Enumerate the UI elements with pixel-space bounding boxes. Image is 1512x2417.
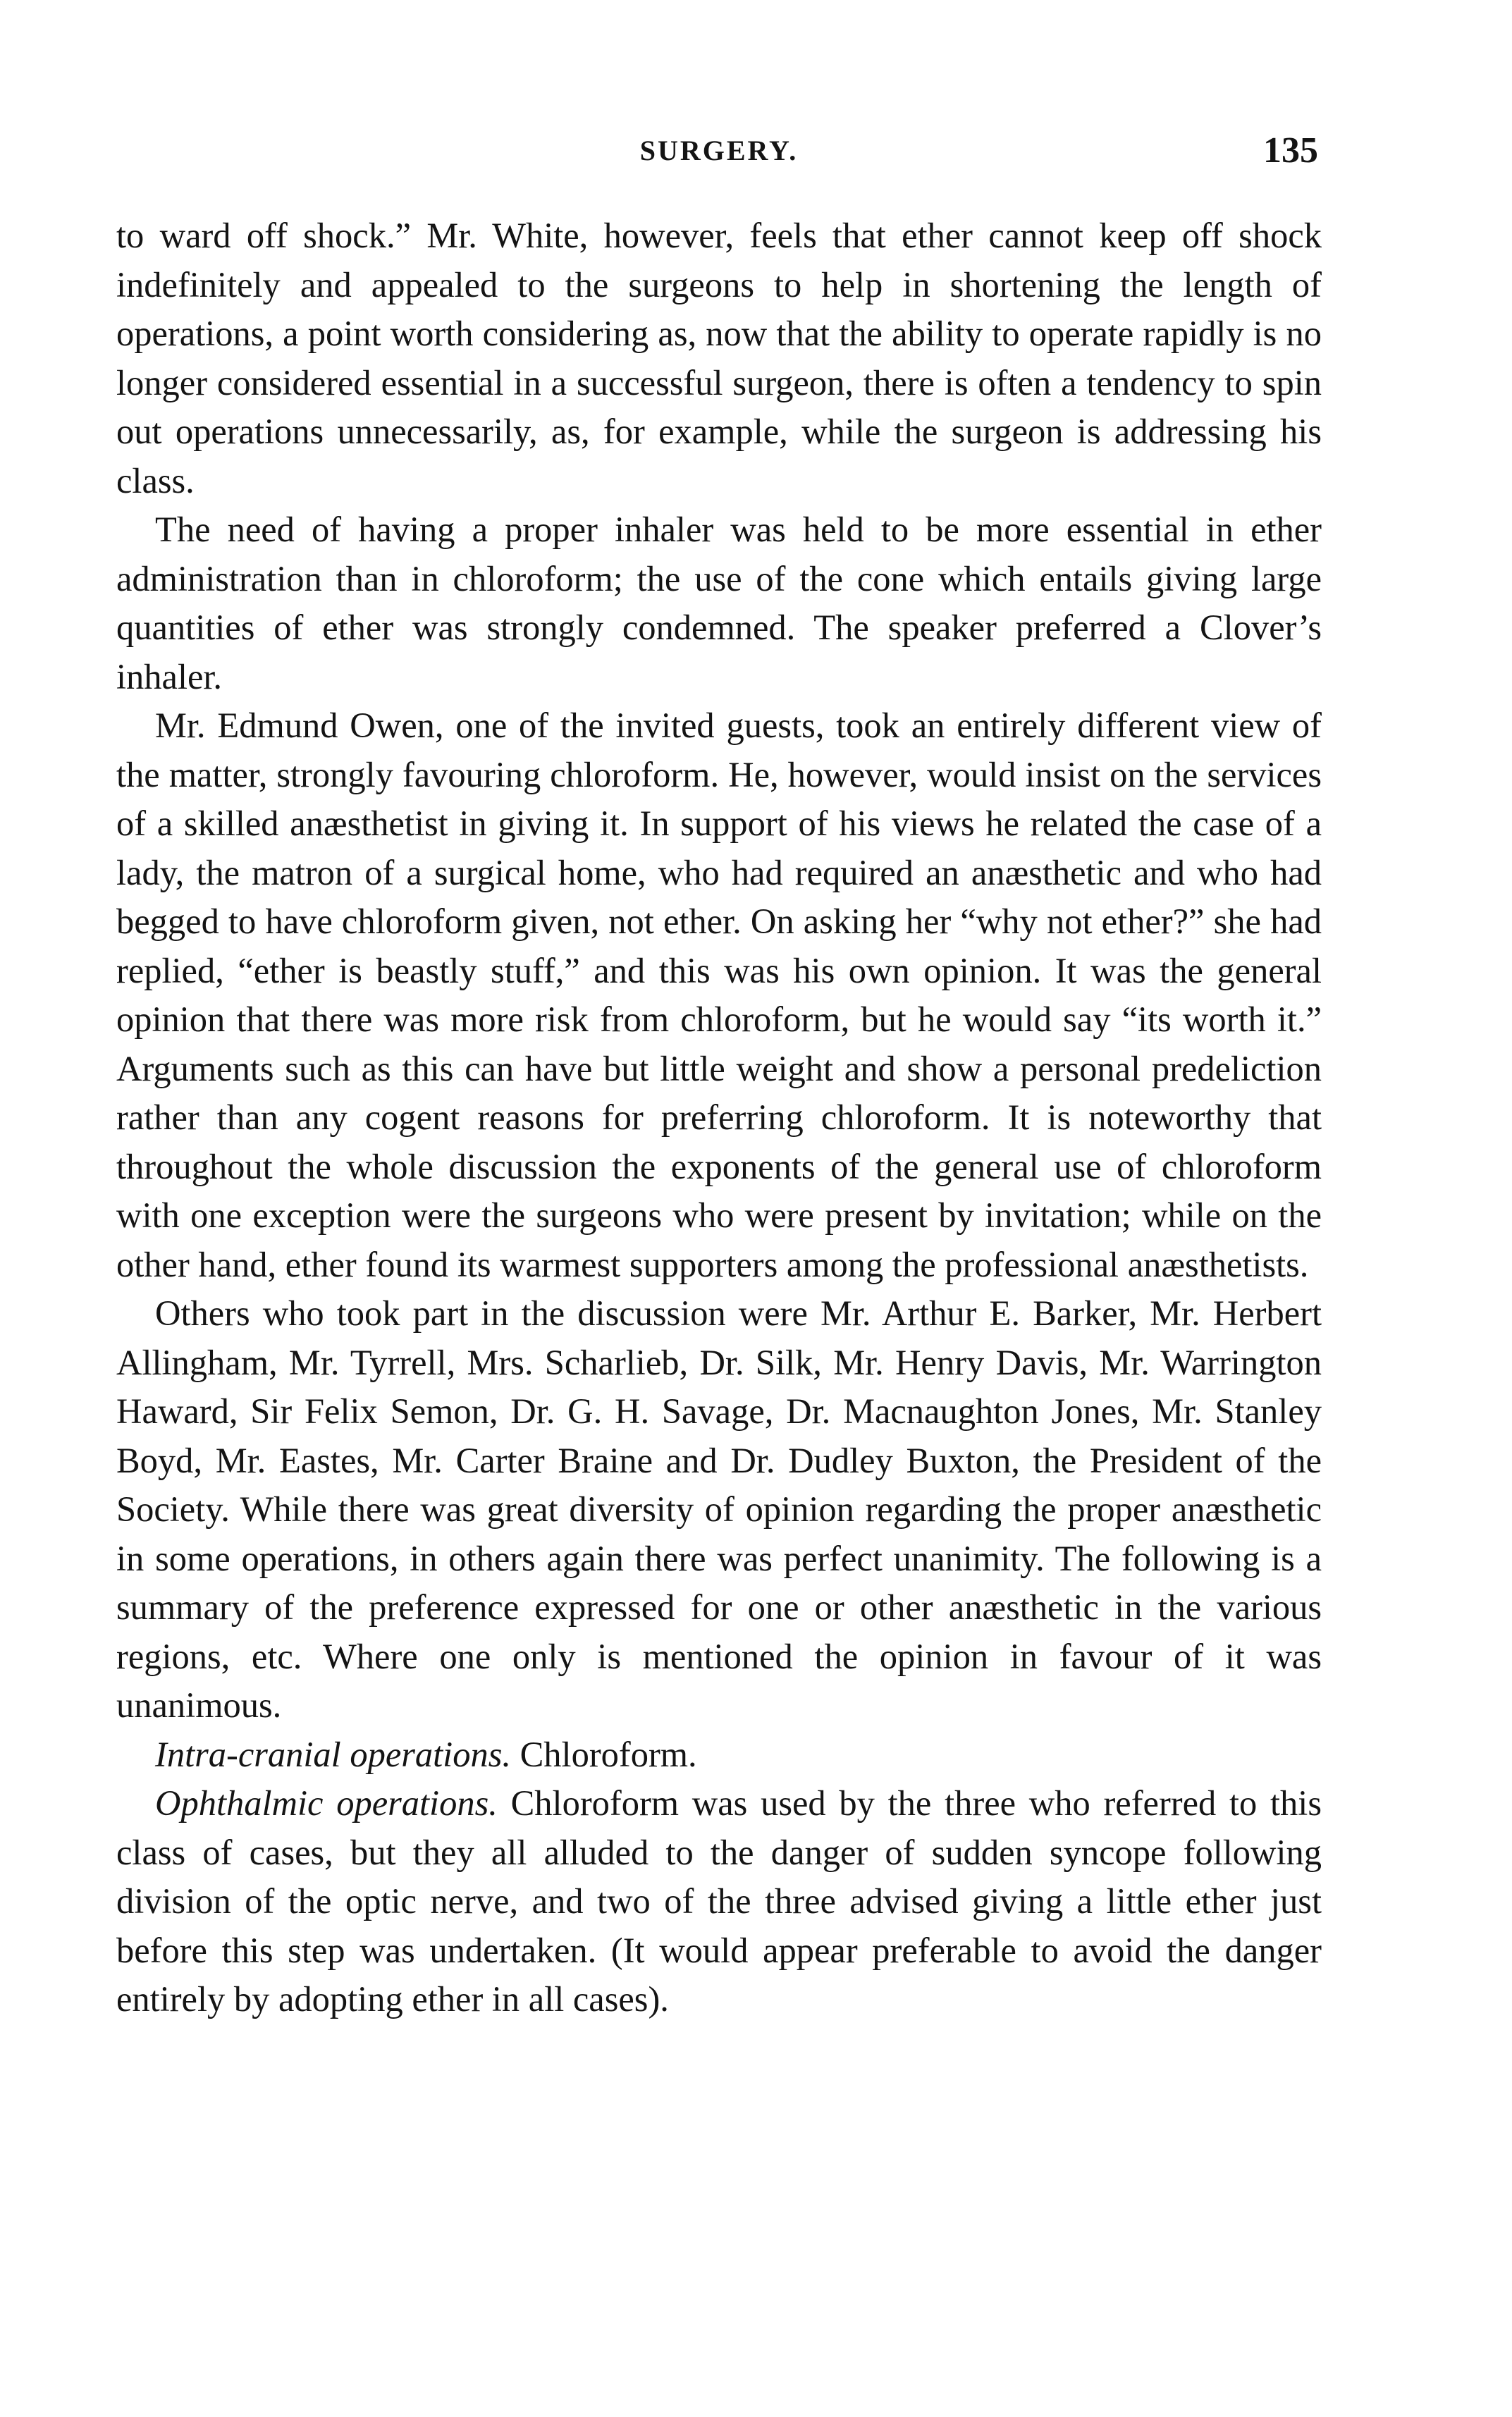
paragraph-text: Mr. Edmund Owen, one of the invited guests, took an entirely different view of the matter, strongly favouring chloroform. He, however, would insist on the services of a skilled anæsthetist in giving it. In support of his views he related the case of a lady, the matron of a surgical home, who had required an anæsthetic and who had begged to have chloroform given, not ether. On asking her “why not ether?” she had replied, “ether is beastly stuff,” and this was his own opinion. It was the general opinion that there was more risk from chloroform, but he would say “its worth it.” Arguments such as this can have but little weight and show a personal predeliction rather than any cogent reasons for preferring chloroform. It is noteworthy that throughout the whole discussion the exponents of the general use of chloroform with one exception were the surgeons who were present by invitation; while on the other hand, ether found its warmest supporters among the professional anæsthetists. xyxy=(116,706,1322,1284)
page-number: 135 xyxy=(1263,130,1318,171)
paragraph-text: Chloroform. xyxy=(510,1734,697,1774)
running-head: SURGERY. xyxy=(639,135,799,166)
paragraph-shock-continuation xyxy=(116,211,1322,505)
paragraph-other-participants xyxy=(116,1289,1322,1730)
paragraph-text: Chloroform was used by the three who referred to this class of cases, but they all alluded to the danger of sudden syncope following division of the optic nerve, and two of the three advised giving a little ether just before this step was undertaken. (It would appear preferable to avoid the danger entirely by adopting ether in all cases). xyxy=(116,1783,1322,2019)
paragraph-inhaler xyxy=(116,505,1322,701)
section-lead-italic: Ophthalmic operations. xyxy=(155,1783,498,1823)
paragraph-text: The need of having a proper inhaler was held to be more essential in ether administration than in chloroform; the use of the cone which entails giving large quantities of ether was strongly condemned. The speaker preferred a Clover’s inhaler. xyxy=(116,510,1322,696)
paragraph-text: to ward off shock.” Mr. White, however, feels that ether cannot keep off shock indefinitely and appealed to the surgeons to help in shortening the length of operations, a point worth considering as, now that the ability to operate rapidly is no longer considered essential in a successful surgeon, there is often a tendency to spin out operations unnecessarily, as, for example, while the surgeon is addressing his class. xyxy=(116,216,1322,500)
body-text xyxy=(116,211,1322,2024)
paragraph-text: Others who took part in the discussion were Mr. Arthur E. Barker, Mr. Herbert Allingham, Mr. Tyrrell, Mrs. Scharlieb, Dr. Silk, Mr. Henry Davis, Mr. Warrington Haward, Sir Felix Semon, Dr. G. H. Savage, Dr. Macnaughton Jones, Mr. Stanley Boyd, Mr. Eastes, Mr. Carter Braine and Dr. Dudley Buxton, the President of the Society. While there was great diversity of opinion regarding the proper anæsthetic in some operations, in others again there was perfect unanimity. The following is a summary of the preference expressed for one or other anæsthetic in the various regions, etc. Where one only is mentioned the opinion in favour of it was unanimous. xyxy=(116,1293,1322,1725)
paragraph-intra-cranial xyxy=(116,1730,1322,1780)
paragraph-edmund-owen xyxy=(116,701,1322,1289)
page-header xyxy=(120,130,1318,176)
section-lead-italic: Intra-cranial operations. xyxy=(155,1734,511,1774)
paragraph-ophthalmic xyxy=(116,1779,1322,2024)
